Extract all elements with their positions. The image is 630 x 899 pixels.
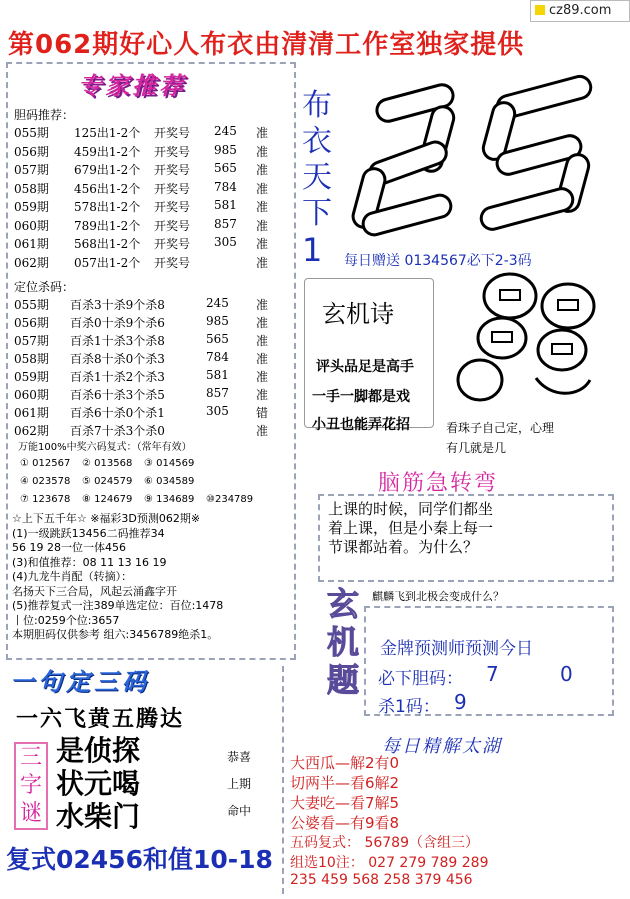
kill-status: 准 — [256, 298, 269, 312]
congrats-note: 恭喜 上期 命中 — [226, 750, 251, 818]
kill-result: 857 — [206, 386, 229, 400]
note-line: (3)和值推荐：08 11 13 16 19 — [12, 555, 167, 569]
poem-line: 小丑也能弄花招 — [312, 417, 410, 433]
combo-item: ③ 014569 — [144, 458, 195, 469]
combo-item: ⑥ 034589 — [144, 476, 195, 487]
dan-result: 857 — [214, 216, 237, 231]
gold-dan-label: 必下胆码： — [378, 669, 463, 689]
gold-dan-a: 7 — [486, 662, 499, 686]
dan-row — [14, 235, 294, 252]
dan-tip: 125出1-2个 — [74, 126, 141, 140]
dan-label: 开奖号 — [154, 200, 191, 214]
jiexi-line: 235 459 568 258 379 456 — [290, 872, 473, 888]
kill-result: 305 — [206, 404, 229, 418]
dan-status: 准 — [256, 200, 269, 214]
kill-row — [14, 386, 294, 403]
dan-result: 985 — [214, 142, 237, 157]
dan-result: 784 — [214, 179, 237, 194]
dan-tip: 057出1-2个 — [74, 255, 141, 270]
kill-status: 准 — [256, 370, 269, 384]
dan-row — [14, 161, 294, 178]
dan-tip: 789出1-2个 — [74, 218, 141, 233]
dan-status: 准 — [256, 218, 269, 233]
watermark: cz89.com — [530, 0, 630, 22]
poem-title: 玄机诗 — [322, 300, 394, 328]
dan-row — [14, 143, 294, 160]
brain-teaser-text: 上课的时候，同学们都坐 着上课，但是小秦上每一 节课都站着。为什么？ — [328, 500, 494, 556]
combo-item: ⑨ 134689 — [144, 494, 195, 505]
notes-block — [12, 512, 297, 643]
dan-status: 准 — [256, 181, 269, 196]
kill-row — [14, 314, 294, 331]
big-number-25-icon — [348, 72, 618, 242]
kill-period: 062期 — [14, 424, 49, 438]
kill-status: 错 — [256, 406, 269, 420]
note-line: 本期胆码仅供参考 组六:3456789绝杀1。 — [12, 628, 219, 641]
combo-item: ⑦ 123678 — [20, 494, 71, 505]
dan-result: 245 — [214, 124, 237, 138]
kill-period: 055期 — [14, 298, 49, 312]
brain-teaser-title: 脑筋急转弯 — [378, 471, 499, 496]
kill-tip: 百杀7十杀3个杀0 — [70, 424, 165, 438]
jiexi-line: 公婆看—有9看8 — [290, 814, 400, 832]
poem-line: 一手一脚都是戏 — [312, 389, 410, 405]
logo-square-icon — [535, 5, 545, 15]
combo-item: ⑤ 024579 — [82, 476, 133, 487]
combo-item: ① 012567 — [20, 458, 71, 469]
dan-status: 准 — [256, 126, 269, 140]
kill-status: 准 — [256, 352, 269, 366]
dan-tip: 568出1-2个 — [74, 237, 141, 251]
jiexi-line: 组选10注： 027 279 789 289 — [290, 855, 489, 871]
kill-tip: 百杀3十杀9个杀8 — [70, 298, 165, 312]
combo-item: ④ 023578 — [20, 476, 71, 487]
combo-item: ② 013568 — [82, 458, 133, 469]
dan-label: 开奖号 — [154, 163, 191, 177]
kill-tip: 百杀0十杀9个杀6 — [70, 316, 165, 330]
dan-label: 胆码推荐： — [14, 108, 75, 122]
kill-row — [14, 404, 294, 421]
gold-kill-label: 杀1码： — [378, 697, 440, 717]
dan-result: 565 — [214, 161, 237, 175]
dan-period: 055期 — [14, 126, 49, 140]
dan-label: 开奖号 — [154, 255, 191, 270]
note-line: 56 19 28一位一体456 — [12, 541, 126, 554]
dan-period: 060期 — [14, 218, 49, 233]
dan-period: 056期 — [14, 144, 49, 159]
dan-status: 准 — [256, 163, 269, 177]
three-char-answers: 是侦探 状元喝 水柴门 — [56, 734, 141, 833]
kill-tip: 百杀6十杀0个杀1 — [70, 406, 165, 420]
dan-result: 305 — [214, 235, 237, 249]
jiexi-title: 每日精解太湖 — [382, 736, 502, 757]
kill-period: 056期 — [14, 316, 49, 330]
kill-status: 准 — [256, 334, 269, 348]
gold-kill-value: 9 — [454, 690, 467, 714]
dan-label: 开奖号 — [154, 181, 191, 196]
poem-line: 评头品足是高手 — [316, 359, 414, 375]
divider — [282, 666, 284, 894]
dan-period: 057期 — [14, 163, 49, 177]
daily-gift: 每日赠送 0134567必下2-3码 — [344, 253, 532, 269]
kill-result: 985 — [206, 314, 229, 328]
kill-status: 准 — [256, 424, 269, 438]
page-title: 第062期好心人布衣由清清工作室独家提供 — [8, 30, 525, 60]
jiexi-line: 大西瓜—解2有0 — [290, 754, 400, 772]
jiexi-line: 大妻吃—看7解5 — [290, 794, 400, 812]
dan-tip: 679出1-2个 — [74, 163, 141, 177]
kill-row — [14, 422, 294, 439]
dan-row — [14, 124, 294, 141]
buyi-vertical-title: 布 衣 天 下 1 — [302, 88, 332, 269]
kill-result: 784 — [206, 350, 229, 364]
dan-period: 062期 — [14, 255, 49, 270]
dan-tip: 456出1-2个 — [74, 181, 141, 196]
dan-period: 059期 — [14, 200, 49, 214]
dan-label: 开奖号 — [154, 144, 191, 159]
kill-period: 058期 — [14, 352, 49, 366]
kill-status: 准 — [256, 388, 269, 402]
combo-item: ⑩234789 — [206, 494, 254, 505]
dan-label: 开奖号 — [154, 237, 191, 251]
kill-result: 245 — [206, 296, 229, 310]
dan-status: 准 — [256, 144, 269, 159]
combo-item: ⑧ 124679 — [82, 494, 133, 505]
kill-result: 581 — [206, 368, 229, 382]
kill-result: 565 — [206, 332, 229, 346]
kill-tip: 百杀8十杀0个杀3 — [70, 352, 165, 366]
dan-period: 061期 — [14, 237, 49, 251]
dan-row — [14, 180, 294, 197]
kill-period: 061期 — [14, 406, 49, 420]
kill-row — [14, 332, 294, 349]
one-sentence-title: 一句定三码 — [10, 668, 150, 696]
fushi-sum-banner: 复式02456和值10-18 — [6, 845, 273, 874]
kill-tip: 百杀1十杀3个杀8 — [70, 334, 165, 348]
dan-status: 准 — [256, 255, 269, 270]
note-line: 丨位:0259个位:3657 — [12, 613, 120, 627]
note-line: (5)推荐复式一注389单选定位：百位:1478 — [12, 599, 224, 612]
beads-picture-icon — [440, 268, 620, 418]
riddle-text: 麒麟飞到北极会变成什么？ — [372, 590, 504, 603]
gold-title: 金牌预测师预测今日 — [380, 639, 533, 659]
kill-row — [14, 350, 294, 367]
dan-row — [14, 217, 294, 234]
kill-tip: 百杀1十杀2个杀3 — [70, 370, 165, 384]
xuanji-vertical-title: 玄 机 题 — [326, 585, 359, 699]
kill-status: 准 — [256, 316, 269, 330]
bead-note: 看珠子自己定，心理 有几就是几 — [446, 421, 555, 455]
dan-period: 058期 — [14, 181, 49, 196]
dan-status: 准 — [256, 237, 269, 251]
three-char-riddle-label: 三 字 谜 — [14, 742, 48, 830]
note-line: 名扬天下三合局，风起云涌鑫字开 — [12, 584, 177, 598]
dan-label: 开奖号 — [154, 218, 191, 233]
note-line: (4)九龙牛肖配（转摘）： — [12, 570, 133, 583]
kill-row — [14, 368, 294, 385]
expert-title: 专家推荐 — [78, 72, 186, 100]
combo-title: 万能100%中奖六码复式：（常年有效） — [18, 442, 192, 453]
kill-label: 定位杀码： — [14, 280, 75, 294]
jiexi-line: 五码复式： 56789（含组三） — [290, 835, 479, 851]
note-line: (1)一级跳跃13456二码推荐34 — [12, 526, 165, 540]
kill-tip: 百杀6十杀3个杀5 — [70, 388, 165, 402]
kill-period: 059期 — [14, 370, 49, 384]
kill-period: 060期 — [14, 388, 49, 402]
dan-tip: 459出1-2个 — [74, 144, 141, 159]
dan-row — [14, 254, 294, 271]
note-line: ☆上下五千年☆ ※福彩3D预测062期※ — [12, 512, 201, 525]
jiexi-line: 切两半—看6解2 — [290, 774, 400, 792]
dan-label: 开奖号 — [154, 126, 191, 140]
kill-row — [14, 296, 294, 313]
gold-dan-b: 0 — [560, 662, 573, 686]
dan-row — [14, 198, 294, 215]
dan-tip: 578出1-2个 — [74, 200, 141, 214]
dan-result: 581 — [214, 198, 237, 212]
one-sentence-answer: 一六飞黄五腾达 — [16, 707, 185, 732]
kill-period: 057期 — [14, 334, 49, 348]
